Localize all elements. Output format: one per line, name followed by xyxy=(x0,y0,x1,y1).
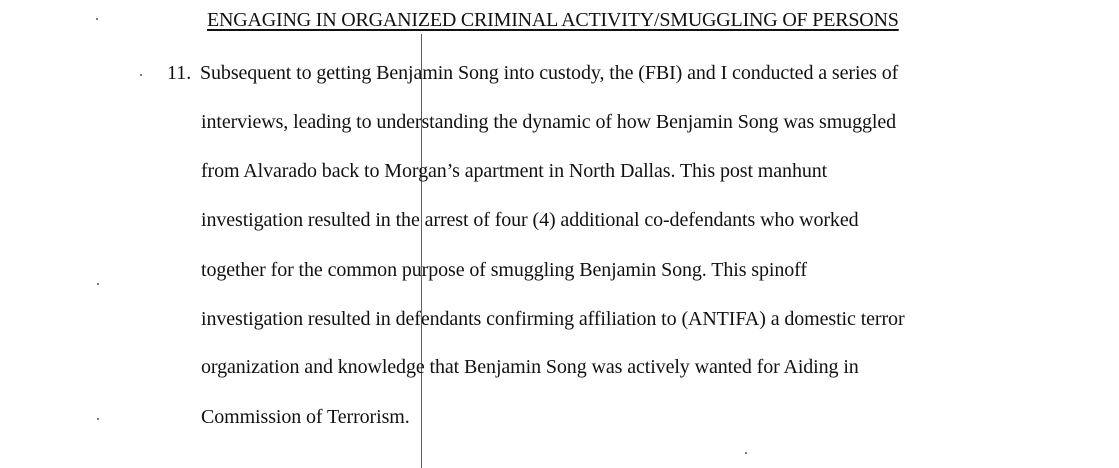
scan-speck xyxy=(96,18,98,20)
scan-speck xyxy=(745,452,747,454)
section-heading: ENGAGING IN ORGANIZED CRIMINAL ACTIVITY/SMUGGLING OF PERSONS xyxy=(207,9,899,31)
scan-speck xyxy=(97,418,99,420)
scan-speck xyxy=(97,283,99,285)
body-line: Commission of Terrorism. xyxy=(201,406,410,428)
body-line: together for the common purpose of smuggling Benjamin Song. This spinoff xyxy=(201,259,807,281)
body-line: organization and knowledge that Benjamin Song was actively wanted for Aiding in xyxy=(201,356,859,378)
paragraph-number: 11. xyxy=(167,62,192,84)
body-line: Subsequent to getting Benjamin Song into custody, the (FBI) and I conducted a series of xyxy=(200,62,899,84)
body-line: interviews, leading to understanding the dynamic of how Benjamin Song was smuggled xyxy=(201,111,897,133)
body-line: investigation resulted in the arrest of four (4) additional co-defendants who worked xyxy=(201,209,859,231)
scan-speck xyxy=(140,74,142,76)
body-line: investigation resulted in defendants confirming affiliation to (ANTIFA) a domestic terror xyxy=(201,308,905,330)
scan-artifact-line xyxy=(421,34,422,468)
body-line: from Alvarado back to Morgan’s apartment in North Dallas. This post manhunt xyxy=(201,160,828,182)
